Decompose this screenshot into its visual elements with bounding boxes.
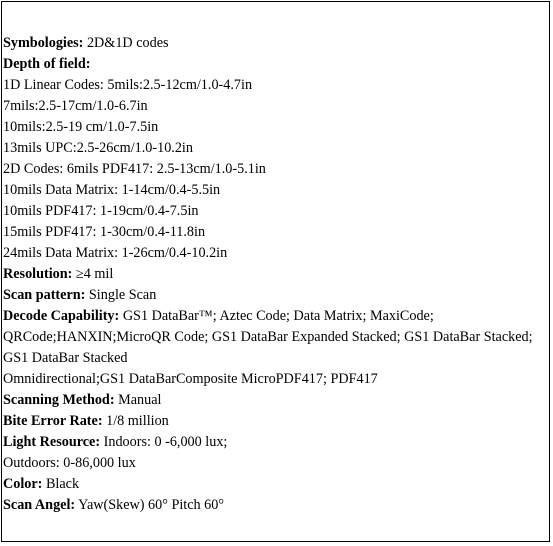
spec-color [3, 474, 543, 495]
scan-angel-value: Yaw(Skew) 60° Pitch 60° [75, 497, 225, 513]
decode-capability-value: GS1 DataBar™; Aztec Code; Data Matrix; MaxiCode; QRCode;HANXIN;MicroQR Code; GS1 DataBar Expanded Stacked; GS1 DataBar Stacked; GS1 DataBar Stacked [3, 308, 533, 366]
scanning-method-value: Manual [114, 392, 162, 408]
dof-line: 10mils Data Matrix: 1-14cm/0.4-5.5in [3, 182, 221, 198]
color-label: Color: [3, 476, 43, 492]
scanning-method-label: Scanning Method: [3, 392, 115, 408]
dof-line: 2D Codes: 6mils PDF417: 2.5-13cm/1.0-5.1in [3, 161, 266, 177]
light-resource-value: Indoors: 0 -6,000 lux; [100, 434, 228, 450]
color-value: Black [42, 476, 80, 492]
spec-symbologies [3, 33, 543, 54]
depth-of-field-label: Depth of field: [3, 56, 91, 72]
dof-line: 10mils:2.5-19 cm/1.0-7.5in [3, 119, 159, 135]
dof-line: 24mils Data Matrix: 1-26cm/0.4-10.2in [3, 245, 228, 261]
decode-capability-extra: Omnidirectional;GS1 DataBarComposite MicroPDF417; PDF417 [3, 371, 378, 387]
dof-line: 15mils PDF417: 1-30cm/0.4-11.8in [3, 224, 206, 240]
spec-scanning-method [3, 390, 543, 411]
resolution-label: Resolution: [3, 266, 73, 282]
scan-pattern-label: Scan pattern: [3, 287, 86, 303]
spec-list [3, 33, 543, 516]
symbologies-value: 2D&1D codes [83, 35, 169, 51]
spec-light-resource [3, 432, 543, 453]
scan-pattern-value: Single Scan [85, 287, 157, 303]
decode-capability-label: Decode Capability: [3, 308, 120, 324]
bite-error-rate-label: Bite Error Rate: [3, 413, 103, 429]
scan-angel-label: Scan Angel: [3, 497, 76, 513]
spec-decode-capability [3, 306, 543, 369]
dof-line: 13mils UPC:2.5-26cm/1.0-10.2in [3, 140, 193, 156]
symbologies-label: Symbologies: [3, 35, 84, 51]
spec-scan-angel [3, 495, 543, 516]
bite-error-rate-value: 1/8 million [102, 413, 169, 429]
light-resource-label: Light Resource: [3, 434, 101, 450]
dof-line: 1D Linear Codes: 5mils:2.5-12cm/1.0-4.7in [3, 77, 253, 93]
spec-bite-error-rate [3, 411, 543, 432]
light-resource-extra: Outdoors: 0-86,000 lux [3, 455, 136, 471]
dof-line: 7mils:2.5-17cm/1.0-6.7in [3, 98, 148, 114]
resolution-value: ≥4 mil [72, 266, 114, 282]
spec-scan-pattern [3, 285, 543, 306]
dof-line: 10mils PDF417: 1-19cm/0.4-7.5in [3, 203, 199, 219]
spec-resolution [3, 264, 543, 285]
